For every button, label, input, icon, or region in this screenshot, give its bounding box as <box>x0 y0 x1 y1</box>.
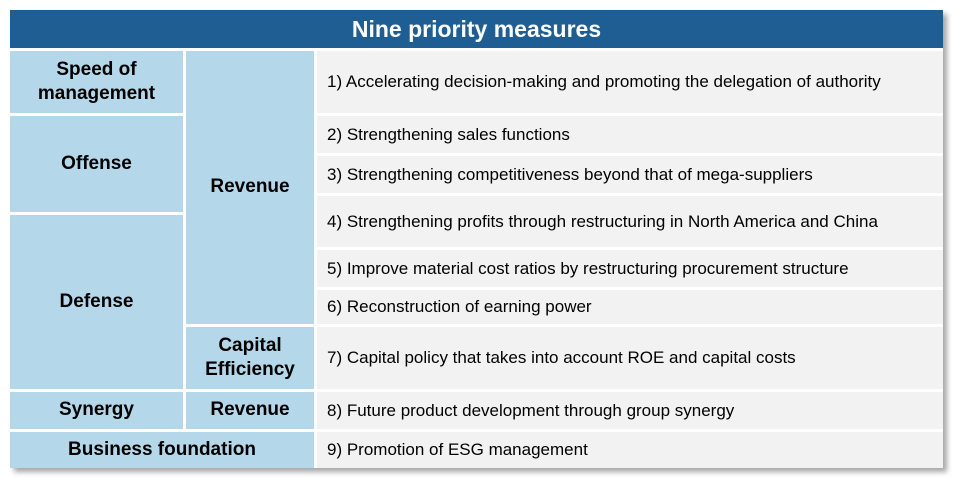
measure-2: 2) Strengthening sales functions <box>317 116 943 153</box>
category-offense: Offense <box>10 116 183 212</box>
measure-3: 3) Strengthening competitiveness beyond that of mega-suppliers <box>317 156 943 193</box>
category-capital-efficiency: Capital Efficiency <box>186 327 314 389</box>
measure-1: 1) Accelerating decision-making and promoting the delegation of authority <box>317 51 943 113</box>
category-revenue-synergy: Revenue <box>186 392 314 429</box>
category-speed-of-management: Speed of management <box>10 51 183 113</box>
category-synergy: Synergy <box>10 392 183 429</box>
measure-9: 9) Promotion of ESG management <box>317 432 943 468</box>
measure-5: 5) Improve material cost ratios by restructuring procurement structure <box>317 250 943 287</box>
priority-measures-table <box>10 10 943 468</box>
measure-8: 8) Future product development through group synergy <box>317 392 943 429</box>
measure-4: 4) Strengthening profits through restructuring in North America and China <box>317 196 943 247</box>
category-revenue: Revenue <box>186 51 314 324</box>
measure-6: 6) Reconstruction of earning power <box>317 290 943 324</box>
table-title: Nine priority measures <box>10 10 943 48</box>
category-defense: Defense <box>10 215 183 389</box>
category-business-foundation: Business foundation <box>10 432 314 468</box>
measure-7: 7) Capital policy that takes into account ROE and capital costs <box>317 327 943 389</box>
